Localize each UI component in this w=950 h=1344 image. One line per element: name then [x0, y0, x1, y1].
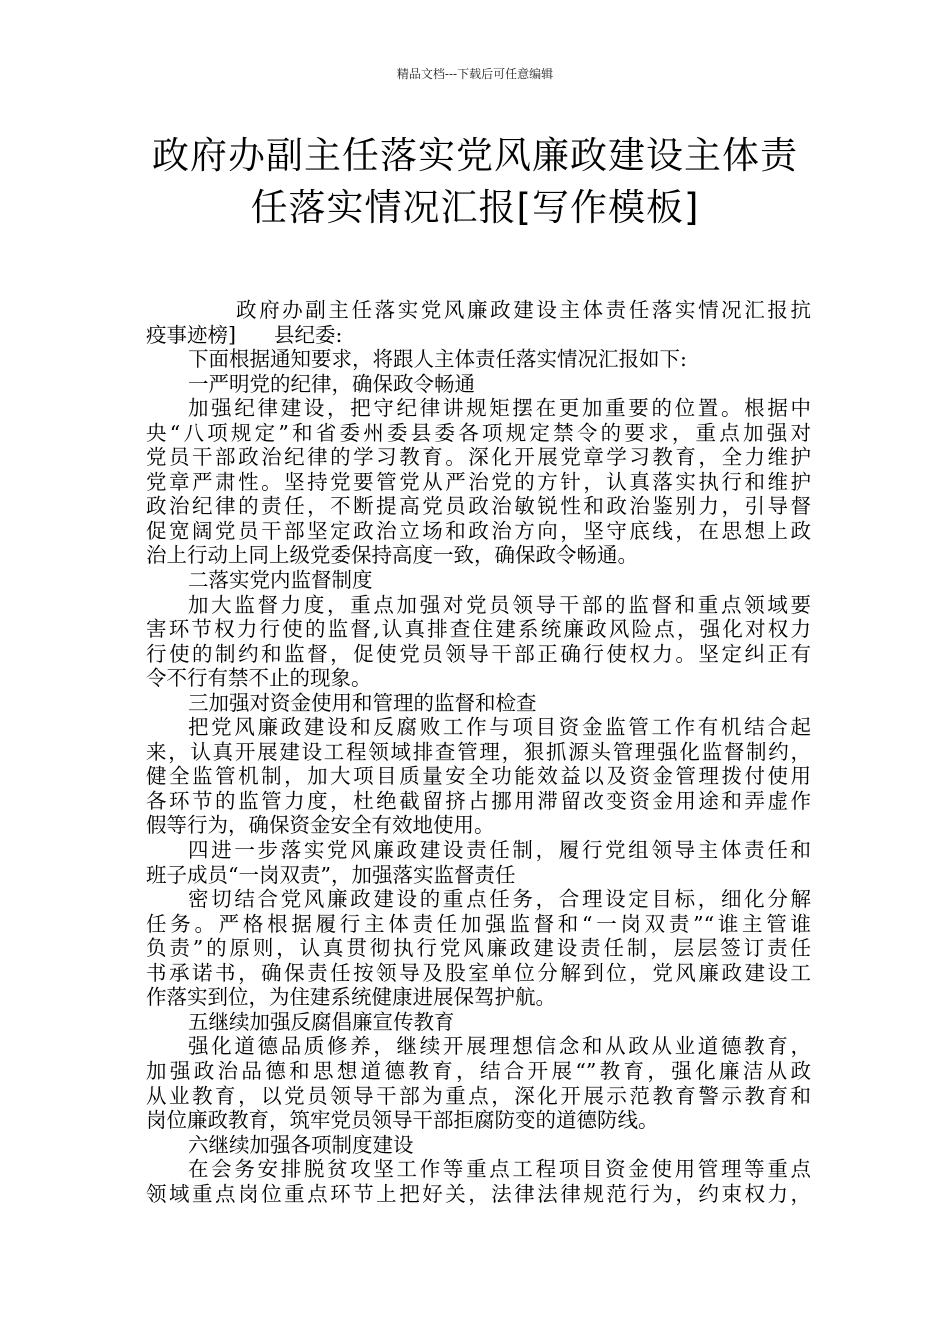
document-title: [110, 130, 840, 234]
paragraph-line: 岗位廉政教育，筑牢党员领导干部拒腐防变的道德防线。: [146, 1108, 659, 1133]
section-heading: 一严明党的纪律，确保政令畅通: [188, 371, 475, 396]
paragraph-line: 从业教育，以党员领导干部为重点，深化开展示范教育警示教育和: [146, 1083, 811, 1108]
paragraph-line: 负责”的原则，认真贯彻执行党风廉政建设责任制，层层签订责任: [146, 936, 811, 961]
section-heading: 班子成员“一岗双责”，加强落实监督责任: [146, 862, 516, 887]
paragraph-line: 党员干部政治纪律的学习教育。深化开展党章学习教育，全力维护: [146, 445, 811, 470]
paragraph-line: 书承诺书，确保责任按领导及股室单位分解到位，党风廉政建设工: [146, 960, 811, 985]
paragraph-line: 各环节的监管力度，杜绝截留挤占挪用滞留改变资金用途和弄虚作: [146, 788, 811, 813]
paragraph-line: 强化道德品质修养，继续开展理想信念和从政从业道德教育，: [188, 1034, 811, 1059]
section-heading: 四进一步落实党风廉政建设责任制，履行党组领导主体责任和: [188, 838, 811, 863]
paragraph-line: 领域重点岗位重点环节上把好关，法律法律规范行为，约束权力，: [146, 1181, 811, 1206]
paragraph-line: 密切结合党风廉政建设的重点任务，合理设定目标，细化分解: [188, 887, 811, 912]
paragraph-line: 促宽阔党员干部坚定政治立场和政治方向，坚守底线，在思想上政: [146, 518, 811, 543]
intro-line: [146, 323, 811, 348]
paragraph-line: 行使的制约和监督，促使党员领导干部正确行使权力。坚定纠正有: [146, 641, 811, 666]
paragraph-line: 害环节权力行使的监督,认真排查住建系统廉政风险点，强化对权力: [146, 617, 811, 642]
intro-line: 政府办副主任落实党风廉政建设主体责任落实情况汇报抗: [236, 298, 811, 322]
paragraph-line: 作落实到位，为住建系统健康进展保驾护航。: [146, 985, 556, 1010]
salutation: 县纪委:: [274, 322, 343, 347]
paragraph-line: 令不行有禁不止的现象。: [146, 666, 372, 691]
section-heading: 三加强对资金使用和管理的监督和检查: [188, 690, 537, 715]
paragraph-line: 央“八项规定”和省委州委县委各项规定禁令的要求，重点加强对: [146, 420, 811, 445]
paragraph-line: 下面根据通知要求，将跟人主体责任落实情况汇报如下:: [188, 347, 687, 372]
intro-source: 疫事迹榜]: [146, 322, 236, 347]
title-line-1: 政府办副主任落实党风廉政建设主体责: [152, 134, 798, 177]
paragraph-line: 来，认真开展建设工程领域排查管理，狠抓源头管理强化监督制约，: [146, 739, 811, 764]
paragraph-line: 在会务安排脱贫攻坚工作等重点工程项目资金使用管理等重点: [188, 1157, 811, 1182]
paragraph-line: 加强纪律建设，把守纪律讲规矩摆在更加重要的位置。根据中: [188, 396, 811, 421]
paragraph-line: 健全监管机制，加大项目质量安全功能效益以及资金管理拨付使用: [146, 764, 811, 789]
paragraph-line: 加强政治品德和思想道德教育，结合开展“”教育，强化廉洁从政: [146, 1058, 811, 1083]
section-heading: 二落实党内监督制度: [188, 568, 373, 593]
page-header: 精品文档---下载后可任意编辑: [396, 67, 554, 81]
paragraph-line: 任务。严格根据履行主体责任加强监督和“一岗双责”“谁主管谁: [146, 911, 811, 936]
paragraph-line: 治上行动上同上级党委保持高度一致，确保政令畅通。: [146, 543, 638, 568]
paragraph-line: 党章严肃性。坚持党要管党从严治党的方针，认真落实执行和维护: [146, 469, 811, 494]
paragraph-line: 加大监督力度，重点加强对党员领导干部的监督和重点领域要: [188, 592, 811, 617]
title-line-2: 任落实情况汇报[写作模板]: [250, 186, 700, 229]
section-heading: 五继续加强反腐倡廉宣传教育: [188, 1009, 455, 1034]
paragraph-line: 把党风廉政建设和反腐败工作与项目资金监管工作有机结合起: [188, 715, 811, 740]
paragraph-line: 政治纪律的责任，不断提高党员政治敏锐性和政治鉴别力，引导督: [146, 494, 811, 519]
section-heading: 六继续加强各项制度建设: [188, 1132, 414, 1157]
document-body: [146, 298, 811, 1206]
paragraph-line: 假等行为，确保资金安全有效地使用。: [146, 813, 495, 838]
